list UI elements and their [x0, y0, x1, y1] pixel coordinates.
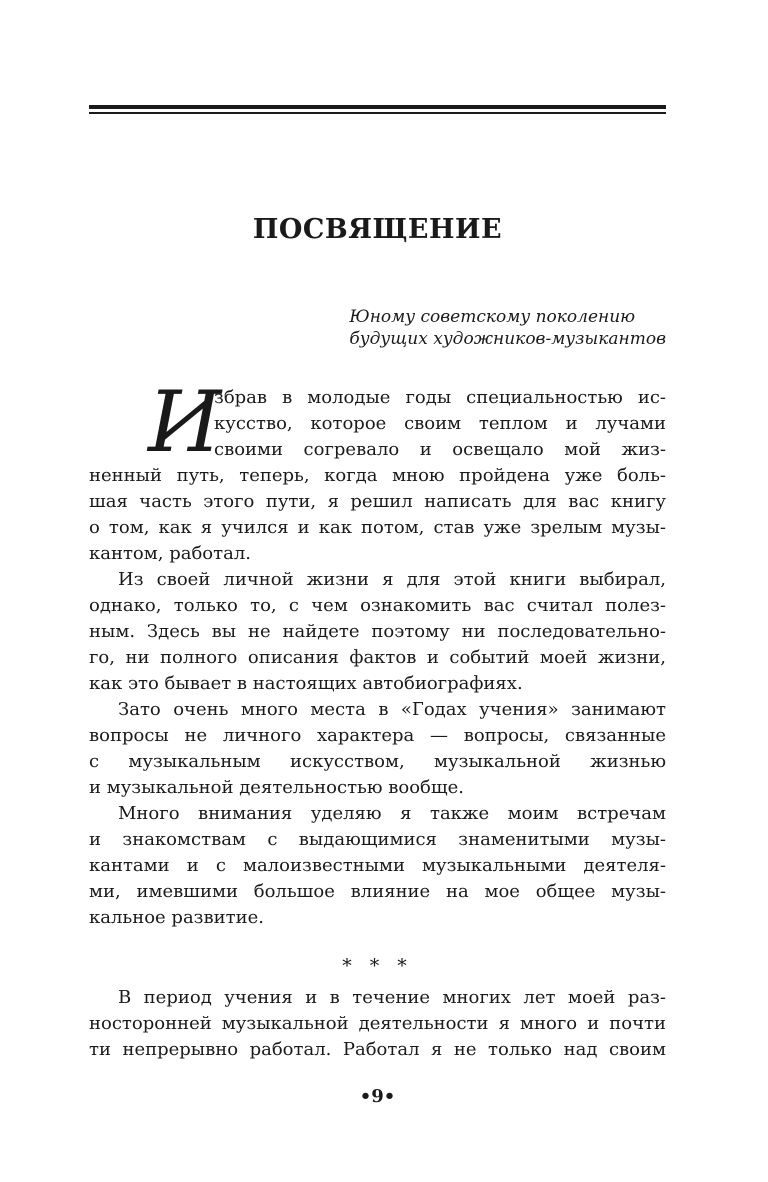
paragraph-line: збрав в молодые годы специальностью ис- [214, 387, 666, 408]
paragraph-line: ти непрерывно работал. Работал я не только над своим [89, 1039, 666, 1060]
paragraph-line: шая часть этого пути, я решил написать для вас книгу [89, 491, 666, 512]
paragraph-line: го, ни полного описания фактов и событий моей жизни, [89, 647, 666, 668]
epigraph [349, 306, 666, 350]
paragraph-line: однако, только то, с чем ознакомить вас считал полез- [89, 595, 666, 616]
top-rule-thin [89, 112, 666, 114]
epigraph-line-2: будущих художников-музыкантов [349, 329, 666, 349]
paragraph-line: носторонней музыкальной деятельности я много и почти [89, 1013, 666, 1034]
top-rule-thick [89, 105, 666, 109]
page-number: •9• [359, 1086, 396, 1107]
paragraph-line: с музыкальным искусством, музыкальной жизнью [89, 751, 666, 772]
paragraph-line: своими согревало и освещало мой жиз- [214, 439, 666, 460]
paragraph-line: и музыкальной деятельностью вообще. [89, 777, 464, 798]
drop-cap: И [148, 373, 222, 471]
paragraph-line: ненный путь, теперь, когда мною пройдена уже боль- [89, 465, 666, 486]
paragraph-line: кантом, работал. [89, 543, 251, 564]
paragraph-line: вопросы не личного характера — вопросы, связанные [89, 725, 666, 746]
paragraph-line: Зато очень много места в «Годах учения» занимают [118, 699, 666, 720]
paragraph-line: ным. Здесь вы не найдете поэтому ни последовательно- [89, 621, 666, 642]
page-title: ПОСВЯЩЕНИЕ [252, 214, 503, 245]
paragraph-line: кальное развитие. [89, 907, 264, 928]
paragraph-line: о том, как я учился и как потом, став уже зрелым музы- [89, 517, 666, 538]
paragraph-5 [89, 985, 666, 1063]
paragraph-line: и знакомствам с выдающимися знаменитыми музы- [89, 829, 666, 850]
paragraph-line: как это бывает в настоящих автобиографиях. [89, 673, 523, 694]
paragraph-1 [89, 463, 666, 567]
epigraph-line-1: Юному советскому поколению [349, 307, 636, 327]
paragraph-line: кантами и с малоизвестными музыкальными деятеля- [89, 855, 666, 876]
paragraph-line: В период учения и в течение многих лет моей раз- [118, 987, 666, 1008]
section-separator: * * * [342, 955, 413, 977]
paragraph-4 [89, 801, 666, 931]
paragraph-1-dropcap-lines [214, 385, 666, 463]
paragraph-line: Из своей личной жизни я для этой книги выбирал, [118, 569, 666, 590]
paragraph-2 [89, 567, 666, 697]
paragraph-line: ми, имевшими большое влияние на мое общее музы- [89, 881, 666, 902]
paragraph-line: кусство, которое своим теплом и лучами [214, 413, 666, 434]
paragraph-line: Много внимания уделяю я также моим встречам [118, 803, 666, 824]
paragraph-3 [89, 697, 666, 801]
